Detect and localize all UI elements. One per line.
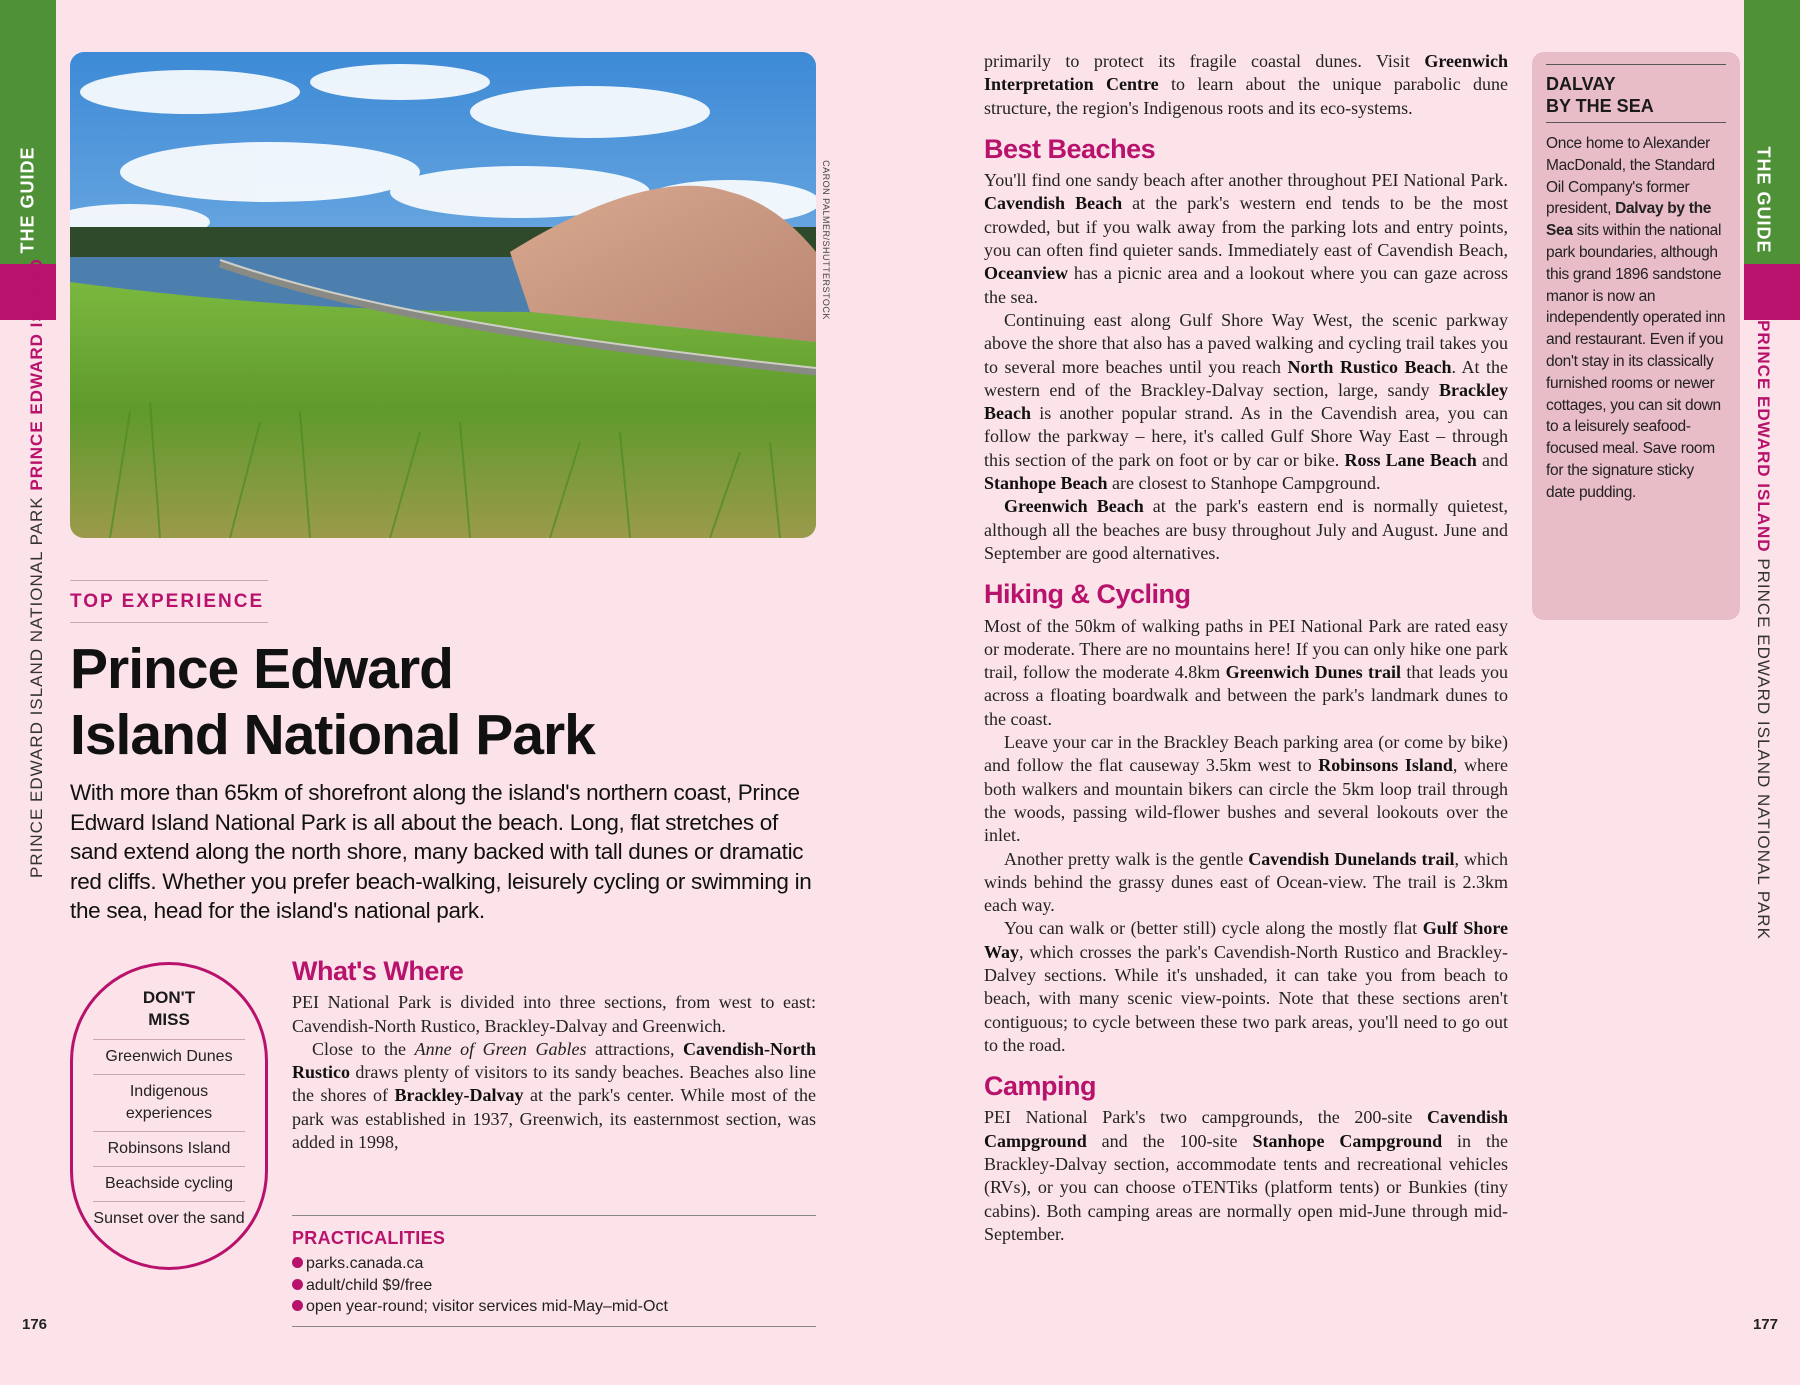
dunes-boardwalk-illustration [70,52,816,538]
running-head-right-accent: PRINCE EDWARD ISLAND [1754,320,1773,553]
running-head-left-accent: PRINCE EDWARD ISLAND [27,258,46,491]
sidebar-title-line-1: DALVAY [1546,74,1616,94]
whats-where-p2: Close to the Anne of Green Gables attractions, Cavendish-North Rustico draws plenty of visitors to its sandy beaches. Beaches also line the shores of Brackley-Dalvay at the park's center. While most of the park was established in 1937, Greenwich, its easternmost section, was added in 1998, [292,1038,817,1153]
dont-miss-item: Sunset over the sand [93,1201,245,1236]
running-head-right-text: PRINCE EDWARD ISLAND NATIONAL PARK [1754,558,1773,940]
practicalities-hours: open year-round; visitor services mid-May–mid-Oct [292,1296,816,1318]
running-head-left-text: PRINCE EDWARD ISLAND NATIONAL PARK [27,496,46,878]
dont-miss-item: Beachside cycling [93,1166,245,1201]
guide-label-right: THE GUIDE [1753,146,1774,254]
right-column [984,50,1508,1246]
running-head-left [27,258,47,878]
hiking-cycling-heading: Hiking & Cycling [984,579,1191,610]
photo-credit: CARON PALMER/SHUTTERSTOCK [821,160,831,320]
title-line-1: Prince Edward [70,637,453,701]
camping-p1: PEI National Park's two campgrounds, the 200-site Cavendish Campground and the 100-site Stanhope Campground in the Brackley-Dalvay section, accommodate tents and recreational vehicles (RVs), or you can choose oTENTiks (platform tents) or Bunkies (tiny cabins). Both camping areas are normally open mid-June through mid-September. [984,1107,1508,1244]
dont-miss-title-line-1: DON'T [142,988,196,1007]
page-number-left: 176 [22,1316,48,1333]
dont-miss-title-line-2: MISS [148,1010,190,1029]
park-photo [70,52,816,538]
best-beaches-heading: Best Beaches [984,133,1156,164]
whats-where-p1: PEI National Park is divided into three sections, from west to east: Cavendish-North Rustico, Brackley-Dalvay and Greenwich. [292,992,816,1036]
practicalities-price: adult/child $9/free [292,1275,816,1297]
page-number-right: 177 [1752,1316,1778,1333]
beaches-p1: You'll find one sandy beach after another throughout PEI National Park. Cavendish Beach at the park's western end tends to be the most crowded, but if you walk away from the parking lots and entry points, you can often find quieter sands. Immediately east of Cavendish Beach, Oceanview has a picnic area and a lookout where you can gaze across the sea. [984,170,1508,307]
practicalities-website: parks.canada.ca [292,1253,816,1275]
running-head-right [1753,320,1773,940]
dalvay-sidebar [1532,52,1740,620]
practicalities-box [292,1215,816,1327]
hiking-p2: Leave your car in the Brackley Beach parking area (or come by bike) and follow the flat causeway 3.5km west to Robinsons Island, where both walkers and mountain bikers can circle the 5km loop trail through the woods, passing wild-flower bushes and several lookouts over the inlet. [984,732,1508,846]
title-line-2: Island National Park [70,703,595,767]
hiking-p4: You can walk or (better still) cycle along the mostly flat Gulf Shore Way, which crosses the park's Cavendish-North Rustico and Brackley-Dalvey sections. While it's unshaded, it can take you from beach to beach, with many scenic view-points. Note that these sections aren't contiguous; to cycle between these two park areas, you'll need to go out to the road. [984,918,1509,1055]
kicker: TOP EXPERIENCE [70,580,268,623]
practicalities-title: PRACTICALITIES [292,1228,446,1248]
hiking-p3: Another pretty walk is the gentle Cavendish Dunelands trail, which winds behind the grassy dunes east of Ocean-view. The trail is 2.3km each way. [984,848,1508,916]
camping-heading: Camping [984,1071,1097,1102]
hiking-p1: Most of the 50km of walking paths in PEI National Park are rated easy or moderate. There are no mountains here! If you can only hike one park trail, follow the moderate 4.8km Greenwich Dunes trail that leads you across a floating boardwalk and between the park's landmark dunes to the coast. [984,615,1509,729]
dont-miss-title [73,987,265,1031]
dont-miss-item: Indigenous experiences [93,1074,245,1131]
beaches-p3: Greenwich Beach at the park's eastern end is normally quietest, although all the beaches are busy throughout July and August. June and September are good alternatives. [984,496,1508,563]
whats-where-section [292,956,817,1154]
bullet-icon [292,1279,303,1290]
continued-paragraph: primarily to protect its fragile coastal dunes. Visit Greenwich Interpretation Centre to learn about the unique parabolic dune structure, the region's Indigenous roots and its eco-systems. [984,51,1508,118]
sidebar-body: Once home to Alexander MacDonald, the Standard Oil Company's former president, Dalvay by the Sea sits within the national park boundaries, although this grand 1896 sandstone manor is now an independently operated inn and restaurant. Even if you don't stay in its classically furnished rooms or newer cottages, you can sit down to a leisurely seafood-focused meal. Save room for the signature sticky date pudding. [1546,135,1726,501]
section-tab-right [1744,264,1800,320]
beaches-p2: Continuing east along Gulf Shore Way West, the scenic parkway above the shore that also has a paved walking and cycling trail takes you to several more beaches until you reach North Rustico Beach. At the western end of the Brackley-Dalvay section, large, sandy Brackley Beach is another popular strand. As in the Cavendish area, you can follow the parkway – here, it's called Gulf Shore Way East – through this section of the park on foot or by car or bike. Ross Lane Beach and Stanhope Beach are closest to Stanhope Campground. [984,309,1508,494]
bullet-icon [292,1257,303,1268]
lead-paragraph: With more than 65km of shorefront along the island's northern coast, Prince Edward Island National Park is all about the beach. Long, flat stretches of sand extend along the north shore, many backed with tall dunes or dramatic red cliffs. Whether you prefer beach-walking, leisurely cycling or swimming in the sea, head for the island's national park. [70,780,812,923]
guide-label-left: THE GUIDE [17,146,38,254]
dont-miss-item: Greenwich Dunes [93,1039,245,1074]
dont-miss-item: Robinsons Island [93,1131,245,1166]
whats-where-heading: What's Where [292,956,464,986]
dont-miss-box [70,962,268,1270]
sidebar-title [1546,64,1726,123]
bullet-icon [292,1300,303,1311]
sidebar-title-line-2: BY THE SEA [1546,96,1654,116]
page-title [70,636,595,768]
